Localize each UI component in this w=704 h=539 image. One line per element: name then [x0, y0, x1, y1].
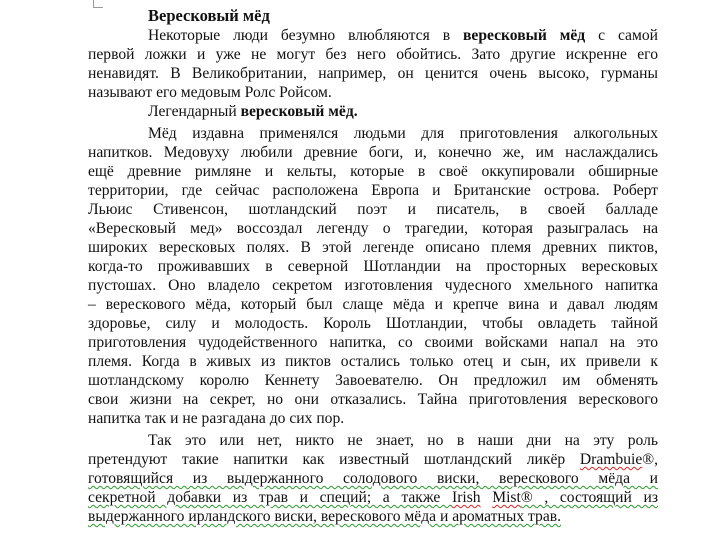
paragraph-line	[88, 507, 658, 526]
paragraph-line: ещё древние римляне и кельты, которые в своё оккупировали обширные	[88, 163, 658, 180]
paragraph-line: приготовления чудодейственного напитка, со своими войсками напал на это	[88, 334, 658, 351]
paragraph-line: ненавидят. В Великобритании, например, он ценится очень высоко, гурманы	[88, 65, 658, 82]
paragraph-line: первой ложки и уже не могут без него обойтись. Зато другие искренне его	[88, 46, 658, 63]
paragraph-line: Так это или нет, никто не знает, но в наши дни на эту роль	[148, 432, 658, 449]
paragraph-line: здоровье, силу и молодость. Король Шотландии, чтобы овладеть тайной	[88, 315, 658, 332]
spellcheck-word: Mist	[492, 489, 521, 506]
spellcheck-word: Irish	[452, 489, 481, 506]
paragraph-line	[88, 469, 658, 488]
paragraph-line: претендуют такие напитки как известный шотландский ликёр Drambuie®,	[88, 451, 658, 468]
grammar-check-line: выдержанного ирландского виски, верескового мёда и ароматных трав.	[88, 508, 562, 525]
paragraph-line: – верескового мёда, который был слаще мёда и крепче вина и давал людям	[88, 296, 658, 313]
paragraph-line: племя. Когда в живых из пиктов остались только отец и сын, их привели к	[88, 353, 658, 370]
subheading-line: Легендарный вересковый мёд.	[148, 103, 358, 120]
page-corner-mark	[93, 0, 103, 8]
paragraph-line: свои жизни на секрет, но они отказались. Тайна приготовления верескового	[88, 391, 658, 408]
paragraph-line: Некоторые люди безумно влюбляются в вересковый мёд с самой	[148, 27, 658, 44]
paragraph-line: напитка так и не разгадана до сих пор.	[88, 410, 345, 427]
paragraph-line: территории, где сейчас расположена Европа и Британские острова. Роберт	[88, 182, 658, 199]
paragraph-line: пустошах. Оно владело секретом изготовления чудесного хмельного напитка	[88, 277, 658, 294]
paragraph-line: называют его медовым Ролс Ройсом.	[88, 84, 332, 101]
bold-term: вересковый мёд.	[240, 103, 358, 120]
paragraph-line: когда-то проживавших в северной Шотландии на просторных вересковых	[88, 258, 658, 275]
paragraph-line: «Вересковый мед» воссоздал легенду о трагедии, которая разыгралась на	[88, 220, 658, 237]
paragraph-line: Льюис Стивенсон, шотландский поэт и писатель, в своей балладе	[88, 201, 658, 218]
paragraph-line: секретной добавки из трав и специй; а также Irish Mist® , состоящий из	[88, 489, 659, 506]
spellcheck-word: Drambuie	[579, 451, 643, 468]
paragraph-line: шотландскому королю Кеннету Завоевателю. Он предложил им обменять	[88, 372, 658, 389]
grammar-check-line: готовящийся из выдержанного солодового виски, верескового мёда и	[88, 470, 658, 487]
document-title: Вересковый мёд	[148, 6, 270, 25]
paragraph-line: широких вересковых полях. В этой легенде описано племя древних пиктов,	[88, 239, 658, 256]
paragraph-line: напитков. Медовуху любили древние боги, и, конечно же, им наслаждались	[88, 144, 658, 161]
bold-term: вересковый мёд	[462, 27, 586, 44]
paragraph-line: Мёд издавна применялся людьми для приготовления алкогольных	[148, 125, 658, 142]
